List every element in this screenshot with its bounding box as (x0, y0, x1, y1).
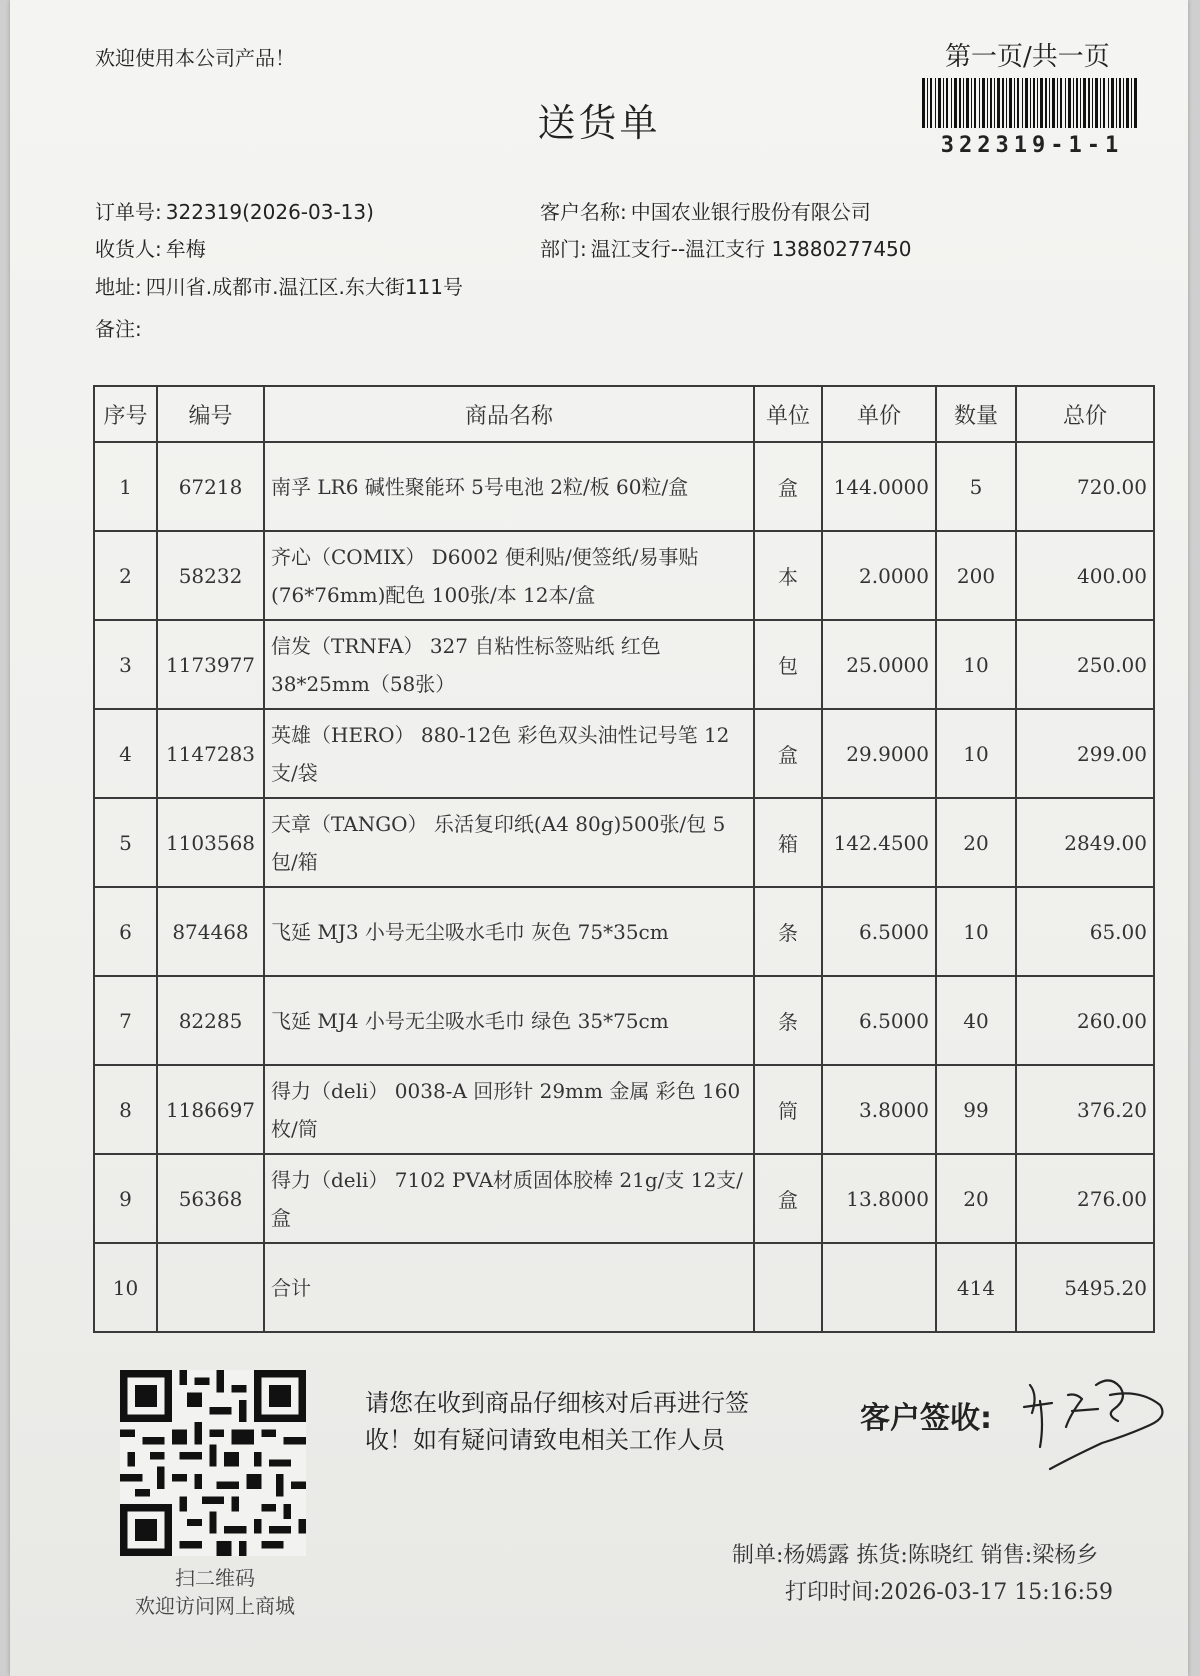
cell-name: 南孚 LR6 碱性聚能环 5号电池 2粒/板 60粒/盒 (264, 442, 754, 531)
welcome-text: 欢迎使用本公司产品！ (95, 46, 295, 70)
cell-qty: 10 (936, 709, 1016, 798)
cell-qty: 99 (936, 1065, 1016, 1154)
cell-name: 飞延 MJ3 小号无尘吸水毛巾 灰色 75*35cm (264, 887, 754, 976)
cell-price: 3.8000 (822, 1065, 936, 1154)
cell-name: 合计 (264, 1243, 754, 1332)
order-number-field (95, 196, 374, 225)
receiver-field (95, 233, 206, 262)
department-field (540, 233, 912, 262)
cell-seq: 6 (94, 887, 157, 976)
qr-code-image (120, 1370, 306, 1556)
cell-price: 142.4500 (822, 798, 936, 887)
header-code: 编号 (157, 386, 264, 442)
customer-signature (1010, 1365, 1190, 1475)
department-label: 部门: (540, 237, 587, 261)
cell-unit: 条 (754, 887, 822, 976)
cell-name: 齐心（COMIX） D6002 便利贴/便签纸/易事贴(76*76mm)配色 100张/本 12本/盒 (264, 531, 754, 620)
cell-seq: 9 (94, 1154, 157, 1243)
table-row (94, 976, 1154, 1065)
cell-qty: 200 (936, 531, 1016, 620)
receiver-label: 收货人: (95, 237, 162, 261)
barcode-number: 322319-1-1 (940, 133, 1124, 158)
cell-price: 6.5000 (822, 887, 936, 976)
cell-qty: 20 (936, 798, 1016, 887)
header-total: 总价 (1016, 386, 1154, 442)
cell-seq: 5 (94, 798, 157, 887)
page-indicator: 第一页/共一页 (945, 42, 1110, 72)
cell-total: 260.00 (1016, 976, 1154, 1065)
cell-unit: 筒 (754, 1065, 822, 1154)
table-row (94, 798, 1154, 887)
cell-name: 飞延 MJ4 小号无尘吸水毛巾 绿色 35*75cm (264, 976, 754, 1065)
cell-price: 6.5000 (822, 976, 936, 1065)
print-time: 打印时间:2026-03-17 15:16:59 (785, 1580, 1114, 1605)
cell-name: 得力（deli） 7102 PVA材质固体胶棒 21g/支 12支/盒 (264, 1154, 754, 1243)
cell-code: 1147283 (157, 709, 264, 798)
cell-unit: 条 (754, 976, 822, 1065)
customer-field (540, 196, 871, 225)
cell-seq: 8 (94, 1065, 157, 1154)
header-name: 商品名称 (264, 386, 754, 442)
document-title: 送货单 (537, 101, 661, 145)
cell-total: 376.20 (1016, 1065, 1154, 1154)
cell-seq: 4 (94, 709, 157, 798)
remark-label: 备注: (95, 317, 142, 341)
cell-total: 2849.00 (1016, 798, 1154, 887)
cell-seq: 7 (94, 976, 157, 1065)
header-unit: 单位 (754, 386, 822, 442)
cell-unit (754, 1243, 822, 1332)
table-row (94, 709, 1154, 798)
cell-name: 得力（deli） 0038-A 回形针 29mm 金属 彩色 160枚/筒 (264, 1065, 754, 1154)
cell-code: 1186697 (157, 1065, 264, 1154)
address-value: 四川省.成都市.温江区.东大街111号 (145, 275, 463, 299)
cell-code: 82285 (157, 976, 264, 1065)
table-header-row (94, 386, 1154, 442)
items-table (93, 385, 1155, 1333)
department-value: 温江支行--温江支行 13880277450 (590, 237, 912, 261)
customer-value: 中国农业银行股份有限公司 (630, 200, 871, 224)
receipt-notice: 请您在收到商品仔细核对后再进行签收！如有疑问请致电相关工作人员 (365, 1389, 749, 1454)
order-number-value: 322319(2026-03-13) (165, 200, 374, 224)
receiver-value: 牟梅 (165, 237, 206, 261)
cell-code: 58232 (157, 531, 264, 620)
qr-caption-visit: 欢迎访问网上商城 (135, 1594, 295, 1618)
cell-unit: 本 (754, 531, 822, 620)
cell-qty: 40 (936, 976, 1016, 1065)
cell-code: 874468 (157, 887, 264, 976)
address-field (95, 271, 463, 300)
cell-price: 13.8000 (822, 1154, 936, 1243)
qr-caption-scan: 扫二维码 (175, 1566, 255, 1590)
cell-qty: 20 (936, 1154, 1016, 1243)
table-total-row (94, 1243, 1154, 1332)
cell-seq: 10 (94, 1243, 157, 1332)
cell-name: 英雄（HERO） 880-12色 彩色双头油性记号笔 12支/袋 (264, 709, 754, 798)
cell-unit: 包 (754, 620, 822, 709)
cell-total: 720.00 (1016, 442, 1154, 531)
cell-unit: 箱 (754, 798, 822, 887)
header-price: 单价 (822, 386, 936, 442)
cell-seq: 2 (94, 531, 157, 620)
cell-qty: 5 (936, 442, 1016, 531)
cell-total: 299.00 (1016, 709, 1154, 798)
cell-seq: 3 (94, 620, 157, 709)
cell-code: 1103568 (157, 798, 264, 887)
cell-price: 25.0000 (822, 620, 936, 709)
cell-total: 5495.20 (1016, 1243, 1154, 1332)
cell-qty: 414 (936, 1243, 1016, 1332)
cell-price (822, 1243, 936, 1332)
table-row (94, 531, 1154, 620)
cell-total: 276.00 (1016, 1154, 1154, 1243)
cell-total: 400.00 (1016, 531, 1154, 620)
cell-name: 信发（TRNFA） 327 自粘性标签贴纸 红色 38*25mm（58张） (264, 620, 754, 709)
order-number-label: 订单号: (95, 200, 162, 224)
cell-qty: 10 (936, 887, 1016, 976)
cell-price: 29.9000 (822, 709, 936, 798)
table-row (94, 620, 1154, 709)
table-row (94, 1065, 1154, 1154)
cell-unit: 盒 (754, 709, 822, 798)
delivery-note-sheet (10, 0, 1188, 1676)
cell-price: 2.0000 (822, 531, 936, 620)
address-label: 地址: (95, 275, 142, 299)
cell-code (157, 1243, 264, 1332)
cell-total: 250.00 (1016, 620, 1154, 709)
cell-code: 67218 (157, 442, 264, 531)
cell-name: 天章（TANGO） 乐活复印纸(A4 80g)500张/包 5包/箱 (264, 798, 754, 887)
header-seq: 序号 (94, 386, 157, 442)
cell-code: 56368 (157, 1154, 264, 1243)
remark-field (95, 313, 146, 342)
table-row (94, 1154, 1154, 1243)
cell-seq: 1 (94, 442, 157, 531)
header-qty: 数量 (936, 386, 1016, 442)
cell-total: 65.00 (1016, 887, 1154, 976)
customer-sign-label: 客户签收: (860, 1401, 992, 1436)
table-row (94, 887, 1154, 976)
table-row (94, 442, 1154, 531)
staff-info: 制单:杨嫣露 拣货:陈晓红 销售:梁杨乡 (732, 1543, 1099, 1568)
cell-unit: 盒 (754, 1154, 822, 1243)
cell-unit: 盒 (754, 442, 822, 531)
cell-price: 144.0000 (822, 442, 936, 531)
customer-label: 客户名称: (540, 200, 627, 224)
cell-code: 1173977 (157, 620, 264, 709)
cell-qty: 10 (936, 620, 1016, 709)
